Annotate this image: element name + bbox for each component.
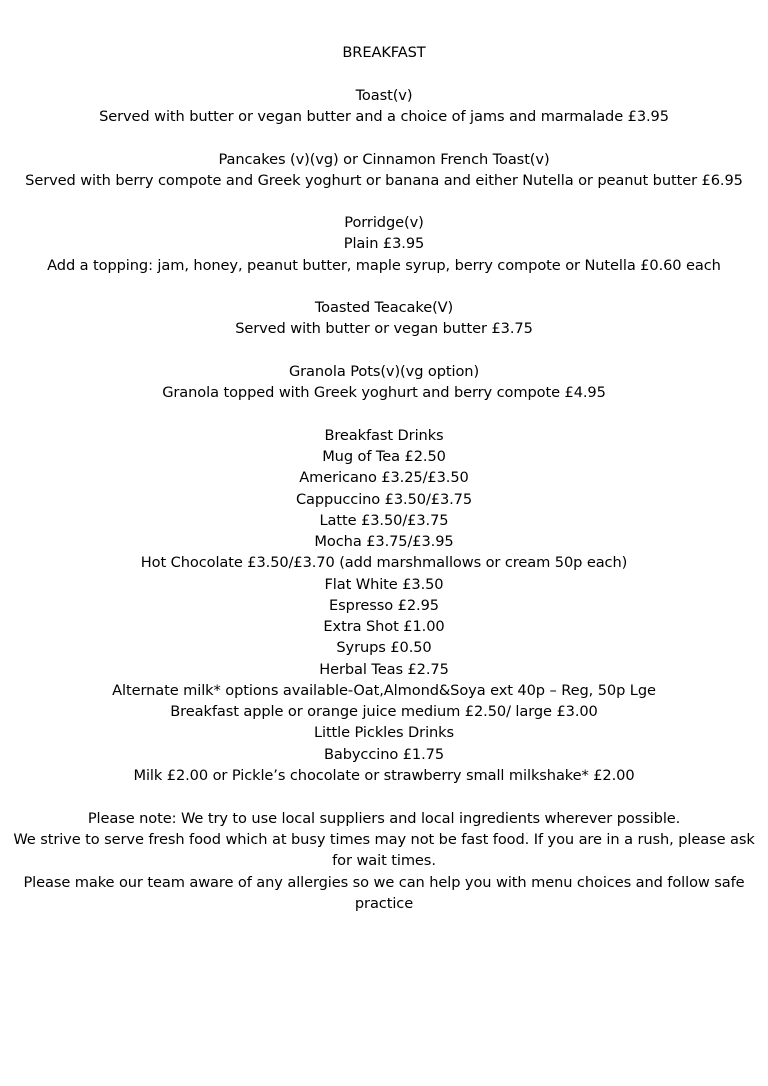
menu-title: BREAKFAST <box>342 44 426 61</box>
toast-name: Toast(v) <box>355 87 413 104</box>
porridge-plain-price: Plain £3.95 <box>343 235 425 252</box>
teacake-description: Served with butter or vegan butter £3.75 <box>235 320 533 337</box>
drinks-item: Latte £3.50/£3.75 <box>319 512 449 529</box>
kids-drinks-item: Babyccino £1.75 <box>323 746 445 763</box>
toast-description: Served with butter or vegan butter and a choice of jams and marmalade £3.95 <box>99 108 669 125</box>
note-wait-times: We strive to serve fresh food which at busy times may not be fast food. If you are in a rush, please ask for wait times. <box>13 831 755 869</box>
drinks-item: Cappuccino £3.50/£3.75 <box>295 491 473 508</box>
porridge-name: Porridge(v) <box>344 214 424 231</box>
granola-name: Granola Pots(v)(vg option) <box>288 363 480 380</box>
kids-drinks-item: Milk £2.00 or Pickle’s chocolate or strawberry small milkshake* £2.00 <box>133 767 635 784</box>
drinks-item: Hot Chocolate £3.50/£3.70 (add marshmallows or cream 50p each) <box>140 554 628 571</box>
pancakes-name: Pancakes (v)(vg) or Cinnamon French Toast(v) <box>218 151 550 168</box>
drinks-item: Syrups £0.50 <box>336 639 432 656</box>
drinks-item: Mug of Tea £2.50 <box>322 448 446 465</box>
drinks-heading: Breakfast Drinks <box>324 427 444 444</box>
drinks-item: Alternate milk* options available-Oat,Almond&Soya ext 40p – Reg, 50p Lge <box>112 682 656 699</box>
drinks-item: Herbal Teas £2.75 <box>319 661 449 678</box>
teacake-name: Toasted Teacake(V) <box>314 299 454 316</box>
drinks-item: Flat White £3.50 <box>324 576 444 593</box>
note-allergies: Please make our team aware of any allergies so we can help you with menu choices and follow safe practice <box>23 874 745 912</box>
drinks-item: Americano £3.25/£3.50 <box>299 469 469 486</box>
granola-description: Granola topped with Greek yoghurt and berry compote £4.95 <box>162 384 606 401</box>
drinks-item: Breakfast apple or orange juice medium £2.50/ large £3.00 <box>170 703 598 720</box>
note-local-suppliers: Please note: We try to use local suppliers and local ingredients wherever possible. <box>87 810 681 827</box>
porridge-topping: Add a topping: jam, honey, peanut butter, maple syrup, berry compote or Nutella £0.60 each <box>47 257 721 274</box>
kids-drinks-heading: Little Pickles Drinks <box>313 724 455 741</box>
pancakes-description: Served with berry compote and Greek yoghurt or banana and either Nutella or peanut butter £6.95 <box>25 172 743 189</box>
drinks-item: Mocha £3.75/£3.95 <box>314 533 454 550</box>
drinks-item: Espresso £2.95 <box>329 597 439 614</box>
drinks-item: Extra Shot £1.00 <box>323 618 445 635</box>
